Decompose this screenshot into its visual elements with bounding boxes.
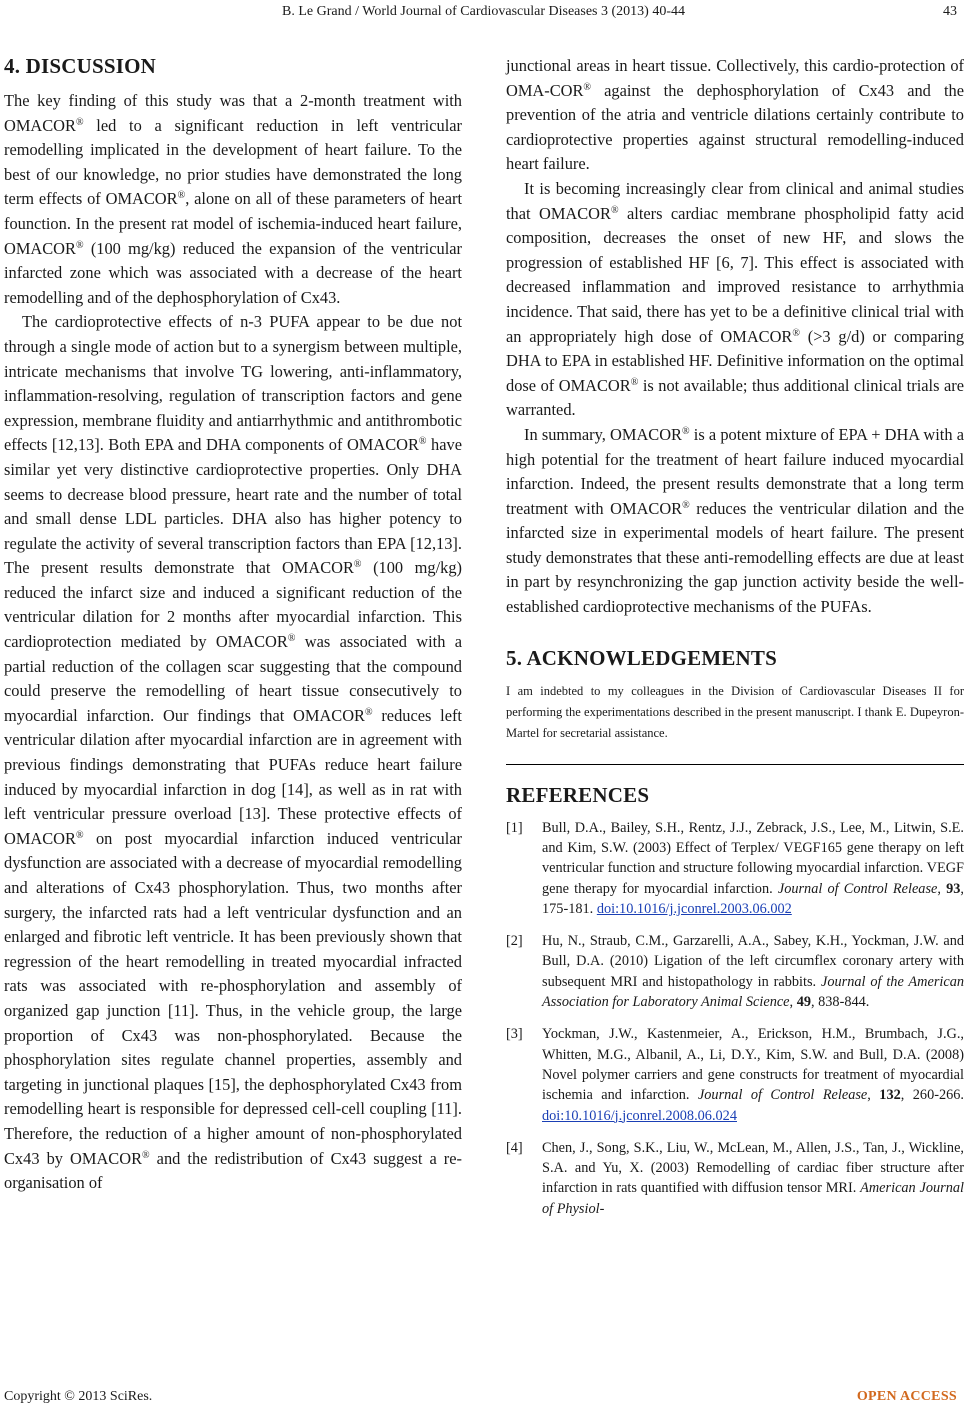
discussion-paragraph-1 [4, 89, 462, 310]
text-run: against the dephosphorylation of Cx43 and the prevention of the atria and ventricle dilations certainly contribute to cardioprotective properties against structural remodelling-induced heart failure. [506, 80, 964, 174]
text-run: junctional areas in heart tissue. Collectively, this cardio-protection of OMA-COR [506, 56, 964, 100]
text-run: It is becoming increasingly clear from clinical and animal studies that OMACOR [506, 178, 964, 223]
reference-pages: , 175-181. [542, 880, 964, 917]
registered-mark: ® [142, 1149, 150, 1161]
text-run: (100 mg/kg) reduced the infarct size and induced a significant reduction of the ventricular dilation for 2 months after myocardial infarction. This cardioprotection mediated by OMACOR [4, 558, 462, 652]
reference-list [506, 818, 964, 1219]
reference-number: [1] [506, 819, 523, 836]
reference-number: [3] [506, 1026, 523, 1043]
text-run: led to a significant reduction in left ventricular remodelling implicated in the development of heart failure. To the best of our knowledge, no prior studies have demonstrated the long term effects of OMACOR [4, 115, 462, 209]
text-run: reduces the ventricular dilation and the infarcted size in experimental models of heart failure. The present study demonstrates that these anti-remodelling effects are due at least in part by resynchronizing the gap junction activity beside the well-established cardioprotective mechanisms of the PUFAs. [506, 498, 964, 617]
section-divider [506, 764, 964, 765]
reference-item: [1] Bull, D.A., Bailey, S.H., Rentz, J.J., Zebrack, J.S., Lee, M., Litwin, S.E. and Kim, S.W. (2003) Effect of Terplex/ VEGF165 gene therapy on left ventricular function and structure following myocardial infarction. VEGF gene therapy for myocardial infarction. Journal of Control Release, 93, 175-181. doi:10.1016/j.jconrel.2003.06.002 [506, 819, 964, 917]
reference-journal: Journal of the American Association for Laboratory Animal Science [542, 973, 964, 1011]
right-column [506, 54, 964, 1231]
registered-mark: ® [365, 706, 373, 718]
registered-mark: ® [610, 204, 619, 216]
reference-volume: 132 [879, 1087, 901, 1104]
reference-authors-title: Chen, J., Song, S.K., Liu, W., McLean, M., Allen, J.S., Tan, J., Wickline, S.A. and Yu, X. (2003) Remodelling of cardiac fiber structure after infarction in rats quantified with diffusion tensor MRI. [542, 1139, 964, 1197]
reference-authors-title: Yockman, J.W., Kastenmeier, A., Erickson, H.M., Brumbach, J.G., Whitten, M.G., Albanil, A., Li, D.Y., Kim, S.W. and Bull, D.A. (2008) Novel polymer carriers and gene constructs for treatment of myocardial ischemia and infarction. [542, 1026, 964, 1104]
registered-mark: ® [583, 81, 592, 93]
reference-number: [4] [506, 1139, 523, 1156]
discussion-paragraph-3 [506, 177, 964, 423]
reference-pages: , 838-844. [810, 994, 870, 1011]
reference-doi-link[interactable]: doi:10.1016/j.jconrel.2008.06.024 [542, 1107, 737, 1124]
discussion-paragraph-2 [4, 310, 462, 1195]
text-run: have similar yet very distinctive cardioprotective properties. Only DHA seems to decrease blood pressure, heart rate and the number of total and small dense LDL particles. DHA also has higher potency to regulate the activity of several transcription factors than EPA [12,13]. The present results demonstrate that OMACOR [4, 435, 462, 578]
copyright-text: Copyright © 2013 SciRes. [4, 1389, 153, 1404]
registered-mark: ® [682, 499, 690, 511]
reference-journal: Journal of Control Release [777, 880, 938, 897]
registered-mark: ® [177, 190, 186, 202]
reference-journal: American Journal of Physiol- [542, 1180, 964, 1217]
registered-mark: ® [75, 116, 84, 128]
section-title-references: REFERENCES [506, 782, 650, 807]
reference-item [506, 1138, 964, 1219]
text-run: on post myocardial infarction induced ventricular dysfunction are associated with a decrease of myocardial remodelling and alterations of Cx43 phosphorylation. Thus, two months after surgery, the infarcted rats had a left ventricular dysfunction and an enlarged and fibrotic left ventricle. It has been previously shown that regression of the heart remodelling in treated myocardial infracted rats was associated with re-phosphorylation and assembly of organized gap junction [11]. Thus, in the vehicle group, the large proportion of Cx43 was non-phosphorylated. Because the phosphorylation sites regulate channel properties, assembly and targeting in junctional plaques [15], the dephosphorylated Cx43 from remodelling heart is responsible for depressed cell-cell coupling [11]. Therefore, the reduction of a higher amount of non-phosphorylated Cx43 by OMACOR [4, 828, 462, 1168]
reference-authors-title: Bull, D.A., Bailey, S.H., Rentz, J.J., Zebrack, J.S., Lee, M., Litwin, S.E. and Kim, S.W. (2003) Effect of Terplex/ VEGF165 gene therapy on left ventricular function and structure following myocardial infarction. VEGF gene therapy for myocardial infarction. [542, 819, 964, 897]
reference-item: [3] Yockman, J.W., Kastenmeier, A., Erickson, H.M., Brumbach, J.G., Whitten, M.G., Albanil, A., Li, D.Y., Kim, S.W. and Bull, D.A. (2008) Novel polymer carriers and gene constructs for treatment of myocardial ischemia and infarction. Journal of Control Release, 132, 260-266. doi:10.1016/j.jconrel.2008.06.024 [506, 1026, 964, 1124]
registered-mark: ® [353, 559, 362, 571]
registered-mark: ® [792, 327, 800, 339]
text-run: (100 mg/kg) reduced the expansion of the ventricular infarcted zone which was associated with a decrease of the heart remodelling and of the dephosphorylation of Cx43. [4, 238, 462, 307]
section-title-discussion: 4. DISCUSSION [4, 54, 156, 78]
reference-authors-title: Hu, N., Straub, C.M., Garzarelli, A.A., Sabey, K.H., Yockman, J.W. and Bull, D.A. (2010) Ligation of the left circumflex coronary artery with subsequent MRI and histopathology in rabbits. [542, 933, 964, 990]
discussion-paragraph-4 [506, 423, 964, 620]
registered-mark: ® [75, 829, 84, 841]
running-header [0, 0, 967, 26]
reference-pages: , 260-266. [900, 1087, 964, 1104]
text-run: The cardioprotective effects of n-3 PUFA appear to be due not through a single mode of action but to a synergism between multiple, intricate mechanisms that involve TG lowering, anti-inflammatory, inflammation-resolving, regulation of transcription factors and gene expression, membrane fluidity and antiarrhythmic and antithrombotic effects [12,13]. Both EPA and DHA components of OMACOR [4, 312, 462, 455]
reference-volume: 93 [946, 880, 961, 897]
reference-item: [2] Hu, N., Straub, C.M., Garzarelli, A.A., Sabey, K.H., Yockman, J.W. and Bull, D.A. (2010) Ligation of the left circumflex coronary artery with subsequent MRI and histopathology in rabbits. Journal of the American Association for Laboratory Animal Science, 49, 838-844. [506, 933, 964, 1011]
registered-mark: ® [682, 425, 690, 437]
text-run: (>3 g/d) or comparing DHA to EPA in established HF. Definitive information on the optimal dose of OMACOR [506, 326, 965, 395]
text-run: is a potent mixture of EPA + DHA with a high potential for the treatment of heart failure induced myocardial infarction. Indeed, the present results demonstrate that a long term treatment with OMACOR [506, 424, 964, 518]
page-number: 43 [943, 4, 957, 19]
text-run: and the redistribution of Cx43 suggest a re-organisation of [4, 1148, 462, 1193]
text-run: In summary, OMACOR [524, 424, 682, 444]
text-run: alters cardiac membrane phospholipid fatty acid composition, decreases the onset of new HF, and slows the progression of established HF [6, 7]. This effect is associated with decreased inflammation and improved resistance to arrhythmia incidence. That said, there has yet to be a definitive clinical trial with an appropriately high dose of OMACOR [506, 203, 965, 346]
reference-number: [2] [506, 933, 523, 950]
text-run: The key finding of this study was that a 2-month treatment with OMACOR [4, 91, 462, 135]
registered-mark: ® [630, 376, 639, 388]
left-column [4, 54, 462, 1196]
reference-journal: Journal of Control Release [697, 1087, 868, 1104]
text-run: is not available; thus additional clinical trials are warranted. [506, 375, 964, 420]
text-run: was associated with a partial reduction of the collagen scar suggesting that the compound could preserve the remodelling of heart tissue consecutively to myocardial infarction. Our findings that OMACOR [4, 632, 463, 725]
registered-mark: ® [75, 239, 84, 251]
acknowledgements-text: I am indebted to my colleagues in the Division of Cardiovascular Diseases II for performing the experimentations described in the present manuscript. I thank E. Dupeyron-Martel for secretarial assistance. [506, 683, 964, 740]
text-run: reduces left ventricular dilation after myocardial infarction are in agreement with previous findings demonstrating that PUFAs reduce heart failure induced by myocardial infarction in dog [14], as well as in rat with left ventricular pressure overload [13]. These protective effects of OMACOR [4, 705, 462, 848]
text-run: , alone on all of these parameters of heart founction. In the present rat model of ischemia-induced heart failure, OMACOR [4, 189, 462, 258]
running-title: B. Le Grand / World Journal of Cardiovascular Diseases 3 (2013) 40-44 [282, 4, 685, 19]
open-access-label: OPEN ACCESS [856, 1389, 957, 1404]
discussion-paragraph-continued [506, 54, 964, 177]
reference-doi-link[interactable]: doi:10.1016/j.jconrel.2003.06.002 [596, 900, 792, 917]
registered-mark: ® [287, 633, 296, 645]
registered-mark: ® [418, 436, 427, 448]
section-title-acknowledgements: 5. ACKNOWLEDGEMENTS [506, 645, 778, 670]
reference-volume: 49 [796, 994, 811, 1011]
